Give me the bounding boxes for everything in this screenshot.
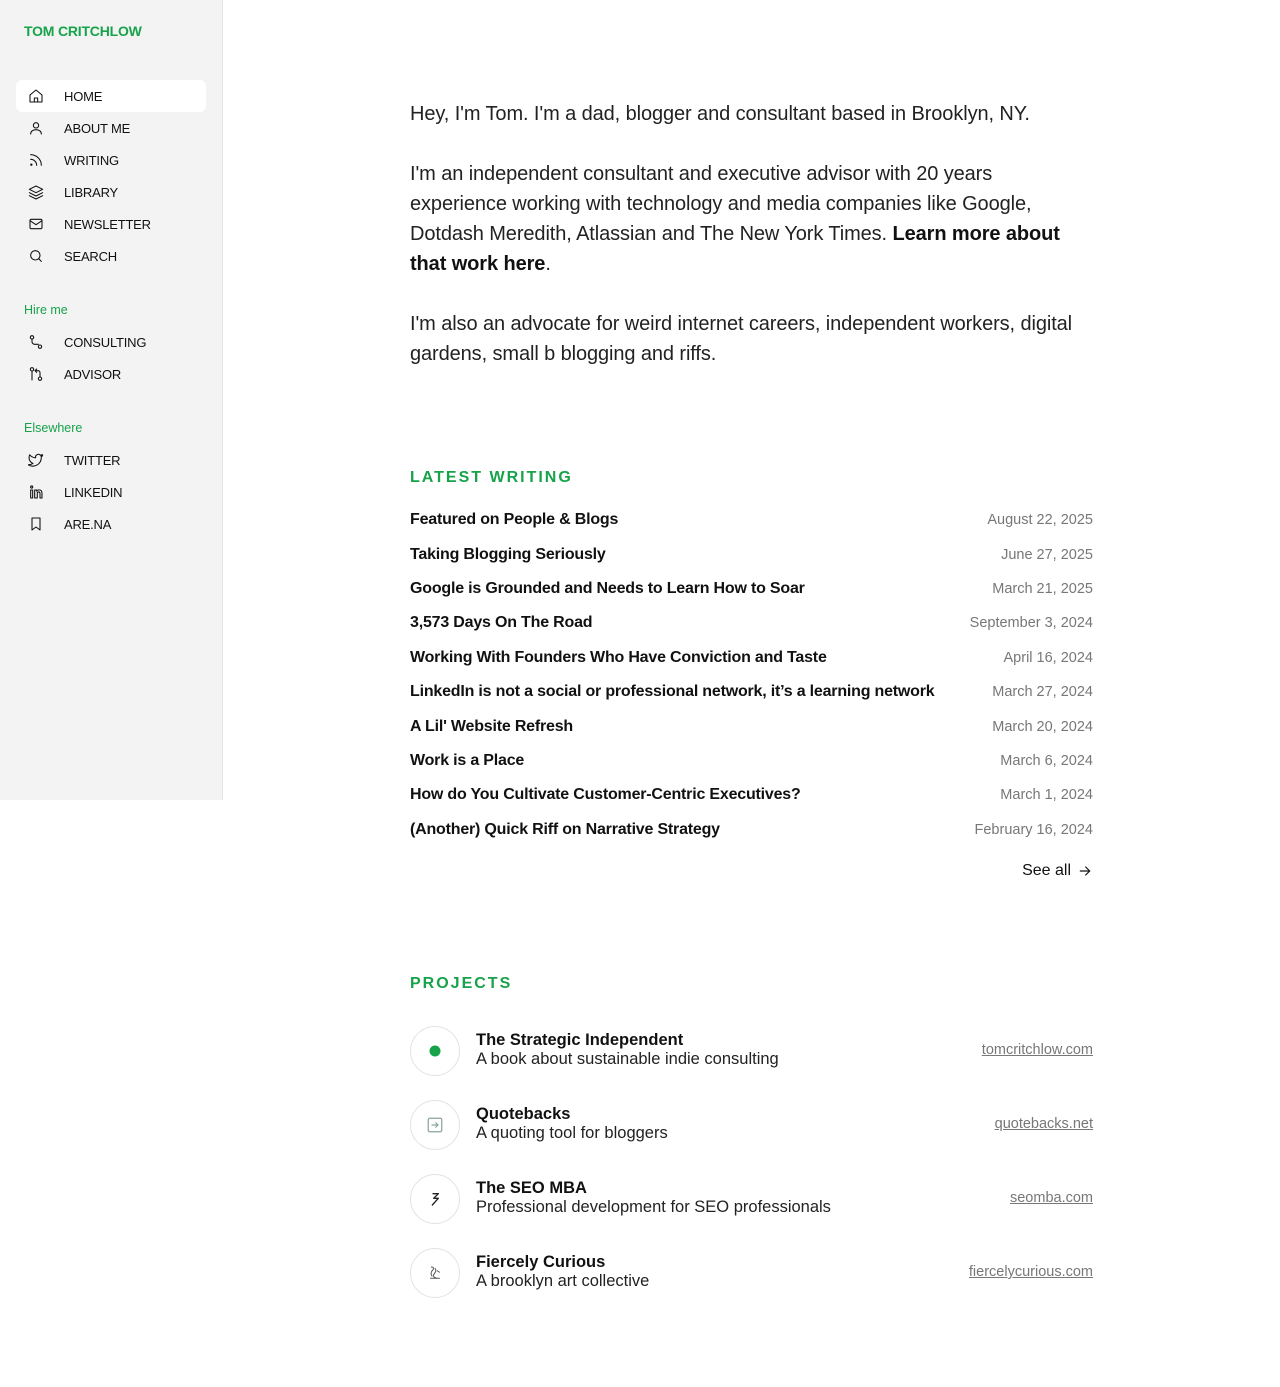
post-date: March 1, 2024 (1000, 787, 1093, 804)
site-brand[interactable]: TOM CRITCHLOW (24, 23, 142, 39)
fiercely-curious-logo-icon (410, 1248, 460, 1298)
post-date: March 20, 2024 (992, 718, 1093, 735)
post-row (410, 537, 1093, 571)
project-description: A brooklyn art collective (476, 1272, 650, 1290)
sidebar-item-consulting[interactable] (16, 326, 206, 358)
project-description: Professional development for SEO professionals (476, 1198, 831, 1216)
post-date: April 16, 2024 (1003, 649, 1093, 666)
project-description: A book about sustainable indie consulting (476, 1050, 779, 1068)
latest-writing-heading: LATEST WRITING (410, 469, 573, 486)
post-date: August 22, 2025 (987, 512, 1093, 529)
intro-consultant-text: I'm an independent consultant and executive advisor with 20 years experience working with technology and media companies like Google, Dotdash Meredith, Atlassian and The New York Times. (410, 163, 1032, 245)
post-row (410, 744, 1093, 778)
post-date: June 27, 2025 (1001, 546, 1093, 563)
project-item[interactable] (410, 1248, 1093, 1322)
post-title-link[interactable]: 3,573 Days On The Road (410, 614, 593, 632)
project-text (476, 1174, 1010, 1217)
twitter-icon (28, 452, 44, 468)
intro-consultant-end: . (545, 253, 551, 275)
post-row (410, 606, 1093, 640)
arrow-right-icon (1077, 863, 1093, 879)
sidebar-item-label: NEWSLETTER (64, 216, 151, 232)
intro-consultant (410, 159, 1093, 279)
post-date: March 27, 2024 (992, 684, 1093, 701)
post-row (410, 778, 1093, 812)
sidebar-item-label: CONSULTING (64, 334, 147, 350)
sidebar-item-twitter[interactable] (16, 444, 206, 476)
project-item[interactable] (410, 1100, 1093, 1174)
post-title-link[interactable]: Working With Founders Who Have Conviction and Taste (410, 648, 827, 666)
sidebar-item-home[interactable] (16, 80, 206, 112)
project-item[interactable] (410, 1174, 1093, 1248)
intro-greeting: Hey, I'm Tom. I'm a dad, blogger and consultant based in Brooklyn, NY. (410, 103, 1030, 125)
project-list (410, 1026, 1093, 1322)
project-name: The SEO MBA (476, 1179, 587, 1197)
hire-me-label: Hire me (24, 303, 68, 317)
project-text (476, 1248, 969, 1291)
sidebar-item-label: ADVISOR (64, 366, 122, 382)
post-date: March 6, 2024 (1000, 752, 1093, 769)
post-title-link[interactable]: Work is a Place (410, 751, 525, 769)
project-url[interactable]: tomcritchlow.com (981, 1042, 1093, 1058)
sidebar-item-search[interactable] (16, 240, 206, 272)
project-name: The Strategic Independent (476, 1031, 684, 1049)
main-nav (16, 80, 206, 272)
elsewhere-nav (16, 444, 206, 540)
git-compare-icon (28, 366, 44, 382)
linkedin-icon (28, 484, 44, 500)
green-dot-icon (410, 1026, 460, 1076)
post-list (410, 503, 1093, 847)
intro-advocate: I'm also an advocate for weird internet careers, independent workers, digital gardens, small b blogging and riffs. (410, 313, 1073, 365)
sidebar-item-label: HOME (64, 88, 103, 104)
post-row (410, 572, 1093, 606)
post-title-link[interactable]: LinkedIn is not a social or professional network, it’s a learning network (410, 683, 935, 701)
post-row (410, 641, 1093, 675)
project-name: Fiercely Curious (476, 1253, 606, 1271)
quote-arrow-icon (410, 1100, 460, 1150)
project-url[interactable]: seomba.com (1009, 1190, 1093, 1206)
post-row (410, 813, 1093, 847)
post-row (410, 675, 1093, 709)
project-item[interactable] (410, 1026, 1093, 1100)
elsewhere-label: Elsewhere (24, 421, 83, 435)
search-icon (28, 248, 44, 264)
sidebar-item-label: ARE.NA (64, 516, 112, 532)
rss-icon (28, 152, 44, 168)
project-text (476, 1026, 982, 1069)
projects-heading: PROJECTS (410, 975, 513, 992)
post-row (410, 709, 1093, 743)
sidebar-item-label: LINKEDIN (64, 484, 123, 500)
post-title-link[interactable]: Google is Grounded and Needs to Learn How to Soar (410, 579, 805, 597)
post-title-link[interactable]: (Another) Quick Riff on Narrative Strategy (410, 820, 720, 838)
sidebar-item-label: TWITTER (64, 452, 121, 468)
post-date: February 16, 2024 (974, 821, 1093, 838)
project-name: Quotebacks (476, 1105, 571, 1123)
learn-more-link[interactable]: Learn more about that work here (410, 223, 1060, 275)
post-title-link[interactable]: Taking Blogging Seriously (410, 545, 606, 563)
mail-icon (28, 216, 44, 232)
post-title-link[interactable]: Featured on People & Blogs (410, 511, 619, 529)
sidebar-item-about-me[interactable] (16, 112, 206, 144)
project-url[interactable]: fiercelycurious.com (968, 1264, 1093, 1280)
route-icon (28, 334, 44, 350)
sidebar-item-linkedin[interactable] (16, 476, 206, 508)
bookmark-icon (28, 516, 44, 532)
sidebar-item-advisor[interactable] (16, 358, 206, 390)
sidebar-item-arena[interactable] (16, 508, 206, 540)
see-all-label: See all (1022, 862, 1071, 879)
sidebar-item-writing[interactable] (16, 144, 206, 176)
sidebar-item-label: LIBRARY (64, 184, 118, 200)
sidebar (0, 0, 223, 800)
post-date: September 3, 2024 (969, 615, 1093, 632)
post-row (410, 503, 1093, 537)
see-all-link[interactable] (1022, 862, 1093, 880)
sidebar-item-library[interactable] (16, 176, 206, 208)
project-url[interactable]: quotebacks.net (994, 1116, 1093, 1132)
layers-icon (28, 184, 44, 200)
post-date: March 21, 2025 (992, 580, 1093, 597)
sidebar-item-label: SEARCH (64, 248, 117, 264)
sidebar-item-newsletter[interactable] (16, 208, 206, 240)
hire-nav (16, 326, 206, 390)
project-text (476, 1100, 995, 1143)
sidebar-item-label: WRITING (64, 152, 119, 168)
post-title-link[interactable]: How do You Cultivate Customer-Centric Executives? (410, 786, 801, 804)
project-description: A quoting tool for bloggers (476, 1124, 668, 1142)
sidebar-item-label: ABOUT ME (64, 120, 131, 136)
seomba-logo-icon (410, 1174, 460, 1224)
post-title-link[interactable]: A Lil' Website Refresh (410, 717, 573, 735)
home-icon (28, 88, 44, 104)
user-icon (28, 120, 44, 136)
